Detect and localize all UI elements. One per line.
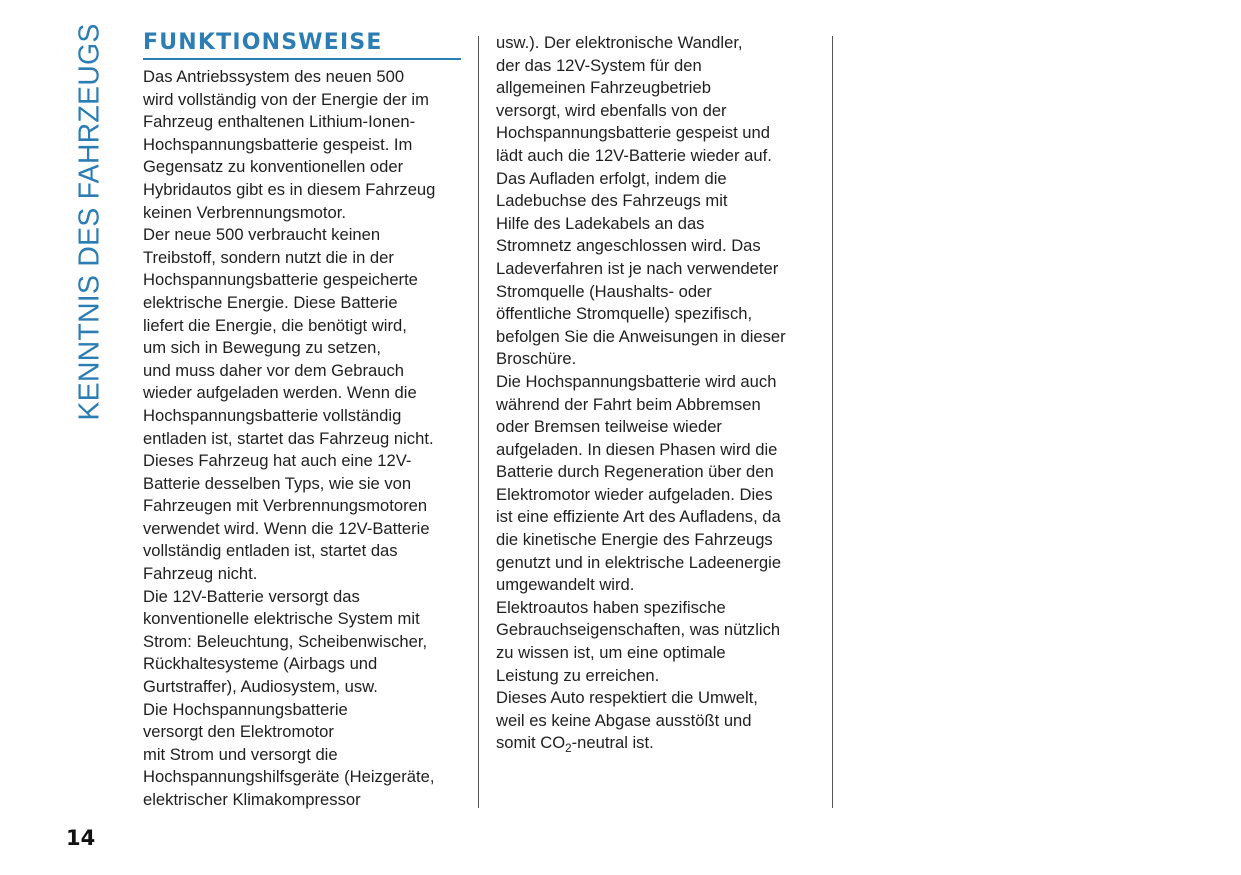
- text-line: Batterie desselben Typs, wie sie von: [143, 473, 412, 493]
- text-line: Stromnetz angeschlossen wird. Das: [496, 236, 761, 256]
- text-line: vollständig entladen ist, startet das: [143, 541, 398, 561]
- text-line: lädt auch die 12V-Batterie wieder auf.: [496, 145, 772, 165]
- text-line: Rückhaltesysteme (Airbags und: [143, 654, 378, 674]
- text-line: keinen Verbrennungsmotor.: [143, 202, 346, 222]
- text-line: entladen ist, startet das Fahrzeug nicht.: [143, 428, 434, 448]
- text-line: Hochspannungshilfsgeräte (Heizgeräte,: [143, 767, 435, 787]
- text-line: aufgeladen. In diesen Phasen wird die: [496, 439, 778, 459]
- text-line: Fahrzeug nicht.: [143, 564, 258, 584]
- text-line: Dieses Auto respektiert die Umwelt,: [496, 688, 758, 708]
- left-text-column: [143, 66, 435, 812]
- text-line: Der neue 500 verbraucht keinen: [143, 225, 381, 245]
- text-line: elektrische Energie. Diese Batterie: [143, 292, 398, 312]
- text-line: Broschüre.: [496, 349, 577, 369]
- text-line: der das 12V-System für den: [496, 55, 702, 75]
- text-line: Das Aufladen erfolgt, indem die: [496, 168, 727, 188]
- text-line: befolgen Sie die Anweisungen in dieser: [496, 326, 786, 346]
- text-line: zu wissen ist, um eine optimale: [496, 643, 726, 663]
- text-line: Hochspannungsbatterie gespeist. Im: [143, 134, 413, 154]
- section-heading: FUNKTIONSWEISE: [143, 30, 461, 60]
- text-line: umgewandelt wird.: [496, 575, 635, 595]
- column-divider-right: [832, 36, 833, 808]
- column-divider-left: [478, 36, 479, 808]
- text-line: um sich in Bewegung zu setzen,: [143, 338, 381, 358]
- text-line-co2: [496, 732, 786, 755]
- text-line: Elektromotor wieder aufgeladen. Dies: [496, 484, 773, 504]
- text-line: Die Hochspannungsbatterie: [143, 699, 348, 719]
- text-line: Die 12V-Batterie versorgt das: [143, 586, 360, 606]
- right-text-column: [496, 32, 786, 755]
- text-line: Elektroautos haben spezifische: [496, 597, 726, 617]
- page-number: 14: [66, 826, 96, 850]
- text-line: Gurtstraffer), Audiosystem, usw.: [143, 677, 378, 697]
- text-line: allgemeinen Fahrzeugbetrieb: [496, 78, 711, 98]
- text-line: Hochspannungsbatterie vollständig: [143, 405, 402, 425]
- text-line: Gegensatz zu konventionellen oder: [143, 157, 404, 177]
- text-line: Gebrauchseigenschaften, was nützlich: [496, 620, 781, 640]
- text-line: die kinetische Energie des Fahrzeugs: [496, 530, 773, 550]
- text-line: Hochspannungsbatterie gespeist und: [496, 123, 770, 143]
- section-side-title: [70, 23, 110, 421]
- text-line: Fahrzeug enthaltenen Lithium-Ionen-: [143, 112, 416, 132]
- co2-subscript: 2: [565, 742, 572, 756]
- text-line: Hilfe des Ladekabels an das: [496, 213, 705, 233]
- text-line: genutzt und in elektrische Ladeenergie: [496, 552, 782, 572]
- text-line: verwendet wird. Wenn die 12V-Batterie: [143, 518, 430, 538]
- text-line: und muss daher vor dem Gebrauch: [143, 360, 405, 380]
- text-line: Ladebuchse des Fahrzeugs mit: [496, 191, 728, 211]
- text-line: Dieses Fahrzeug hat auch eine 12V-: [143, 451, 412, 471]
- text-line: oder Bremsen teilweise wieder: [496, 417, 722, 437]
- text-line: Stromquelle (Haushalts- oder: [496, 281, 712, 301]
- text-line: während der Fahrt beim Abbremsen: [496, 394, 761, 414]
- text-line: Hochspannungsbatterie gespeicherte: [143, 270, 418, 290]
- text-line: öffentliche Stromquelle) spezifisch,: [496, 304, 753, 324]
- text-line: usw.). Der elektronische Wandler,: [496, 33, 743, 52]
- text-line: elektrischer Klimakompressor: [143, 790, 361, 809]
- text-line: versorgt den Elektromotor: [143, 722, 334, 742]
- co2-text-before: somit CO: [496, 733, 566, 753]
- text-line: Fahrzeugen mit Verbrennungsmotoren: [143, 496, 428, 516]
- co2-text-after: -neutral ist.: [571, 733, 654, 753]
- text-line: wird vollständig von der Energie der im: [143, 89, 429, 109]
- text-line: konventionelle elektrische System mit: [143, 609, 420, 629]
- text-line: Das Antriebssystem des neuen 500: [143, 67, 405, 86]
- text-line: Die Hochspannungsbatterie wird auch: [496, 371, 777, 391]
- text-line: weil es keine Abgase ausstößt und: [496, 710, 752, 730]
- text-line: Leistung zu erreichen.: [496, 665, 660, 685]
- text-line: wieder aufgeladen werden. Wenn die: [143, 383, 417, 403]
- text-line: Ladeverfahren ist je nach verwendeter: [496, 258, 779, 278]
- text-line: mit Strom und versorgt die: [143, 744, 338, 764]
- text-line: Batterie durch Regeneration über den: [496, 462, 774, 482]
- text-line: ist eine effiziente Art des Aufladens, da: [496, 507, 781, 527]
- text-line: versorgt, wird ebenfalls von der: [496, 100, 727, 120]
- text-line: Hybridautos gibt es in diesem Fahrzeug: [143, 179, 436, 199]
- text-line: Treibstoff, sondern nutzt die in der: [143, 247, 394, 267]
- text-line: liefert die Energie, die benötigt wird,: [143, 315, 407, 335]
- text-line: Strom: Beleuchtung, Scheibenwischer,: [143, 631, 428, 651]
- section-side-title-text: KENNTNIS DES FAHRZEUGS: [73, 23, 106, 421]
